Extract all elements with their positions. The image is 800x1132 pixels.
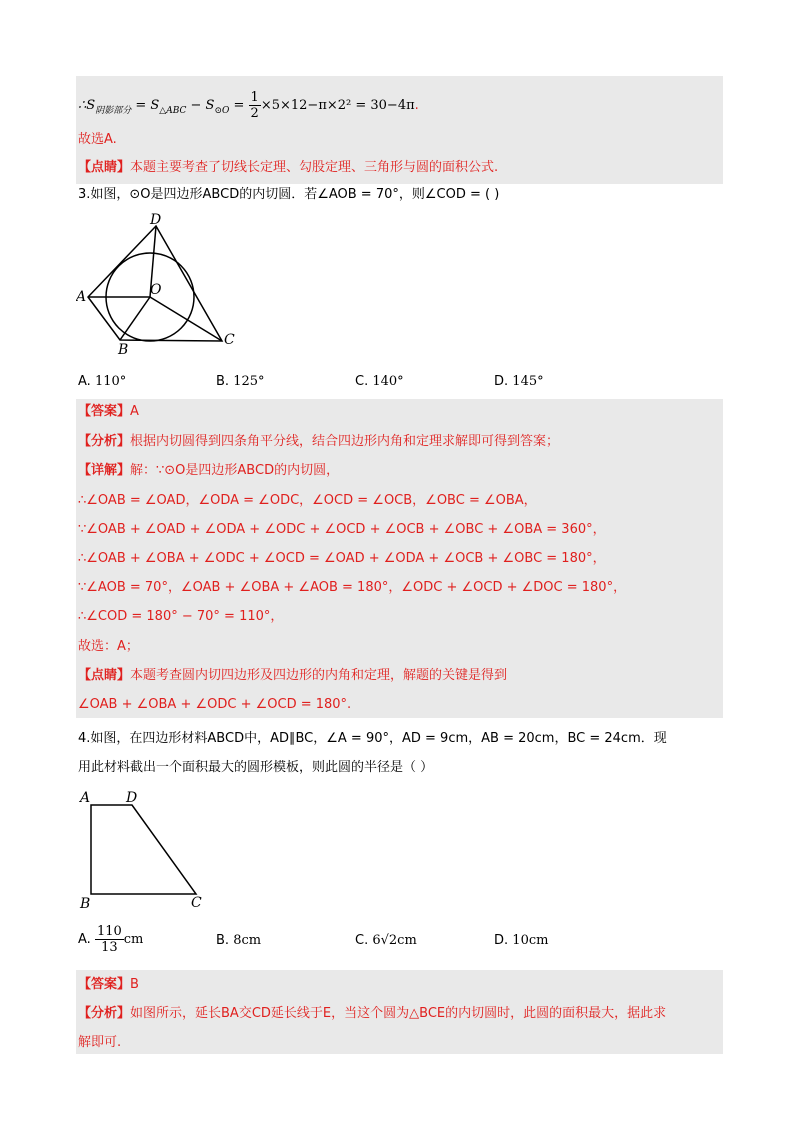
q4-stem-1: 4.如图，在四边形材料ABCD中，AD∥BC，∠A = 90°，AD = 9cm，AB = 20cm，BC = 24cm．现 [78, 731, 667, 746]
label-b: B [118, 342, 129, 358]
q3-comment-2: ∠OAB + ∠OBA + ∠ODC + ∠OCD = 180°. [78, 697, 352, 712]
q3-choose: 故选：A； [78, 639, 139, 654]
q3-figure [76, 210, 246, 360]
trapezoid-abcd [91, 805, 196, 894]
q3-option-b[interactable]: B. 125° [216, 374, 265, 389]
label-a: A [76, 289, 87, 305]
label-d: D [126, 790, 138, 806]
q3-option-d[interactable]: D. 145° [494, 374, 544, 389]
q3-detail-line-4: ∴∠OAB + ∠OBA + ∠ODC + ∠OCD = ∠OAD + ∠ODA + ∠OCB + ∠OBC = 180°， [78, 551, 606, 566]
comment-line: 【点睛】本题主要考查了切线长定理、勾股定理、三角形与圆的面积公式. [78, 160, 499, 175]
label-a: A [80, 790, 91, 806]
q4-option-b[interactable]: B. 8cm [216, 933, 262, 948]
q3-detail-line-2: ∴∠OAB = ∠OAD，∠ODA = ∠ODC，∠OCD = ∠OCB，∠OBC = ∠OBA， [78, 493, 537, 508]
q4-analysis-2: 解即可. [78, 1035, 122, 1050]
q4-option-d[interactable]: D. 10cm [494, 933, 549, 948]
label-c: C [224, 332, 235, 348]
q3-comment: 【点睛】本题考查圆内切四边形及四边形的内角和定理，解题的关键是得到 [78, 668, 508, 683]
q3-detail-line-5: ∵∠AOB = 70°，∠OAB + ∠OBA + ∠AOB = 180°，∠ODC + ∠OCD + ∠DOC = 180°， [78, 580, 627, 595]
label-c: C [191, 895, 202, 911]
q4-analysis: 【分析】如图所示，延长BA交CD延长线于E，当这个圆为△BCE的内切圆时，此圆的面积最大，据此求 [78, 1006, 667, 1021]
q3-answer: 【答案】A [78, 404, 139, 419]
q3-stem: 3.如图，⊙O是四边形ABCD的内切圆．若∠AOB = 70°，则∠COD = ( ) [78, 187, 500, 202]
q4-option-c[interactable]: C. 6√2cm [355, 933, 417, 948]
q3-analysis: 【分析】根据内切圆得到四条角平分线，结合四边形内角和定理求解即可得到答案； [78, 434, 560, 449]
fraction-one-half: $\frac{1}{2}$ [250, 90, 259, 121]
formula-line: $\therefore S_{阴影部分} = S_{\triangle ABC} - S_{⊙O}$ = $\frac{1}{2}$ ×5×12−π×2² = 30−4π. [78, 90, 419, 121]
q3-option-c[interactable]: C. 140° [355, 374, 404, 389]
q4-answer: 【答案】B [78, 977, 139, 992]
q4-figure [76, 783, 216, 913]
label-o: O [150, 282, 162, 298]
segment-oc [150, 297, 222, 341]
label-d: D [150, 212, 162, 228]
segment-ob [120, 297, 150, 340]
q3-detail-line-1: 【详解】解：∵⊙O是四边形ABCD的内切圆， [78, 463, 340, 478]
q4-stem-2: 用此材料截出一个面积最大的圆形模板，则此圆的半径是（ ） [78, 760, 434, 775]
q3-detail-line-6: ∴∠COD = 180° − 70° = 110°， [78, 609, 284, 624]
fraction-110-13: $\frac{110}{13}$ [96, 924, 122, 955]
q3-detail-line-3: ∵∠OAB + ∠OAD + ∠ODA + ∠ODC + ∠OCD + ∠OCB + ∠OBC + ∠OBA = 360°， [78, 522, 606, 537]
q4-option-a[interactable]: A. $\frac{110}{13}$ cm [78, 924, 144, 955]
q3-option-a[interactable]: A. 110° [78, 374, 127, 389]
label-b: B [80, 896, 91, 912]
choose-line: 故选A. [78, 132, 117, 147]
